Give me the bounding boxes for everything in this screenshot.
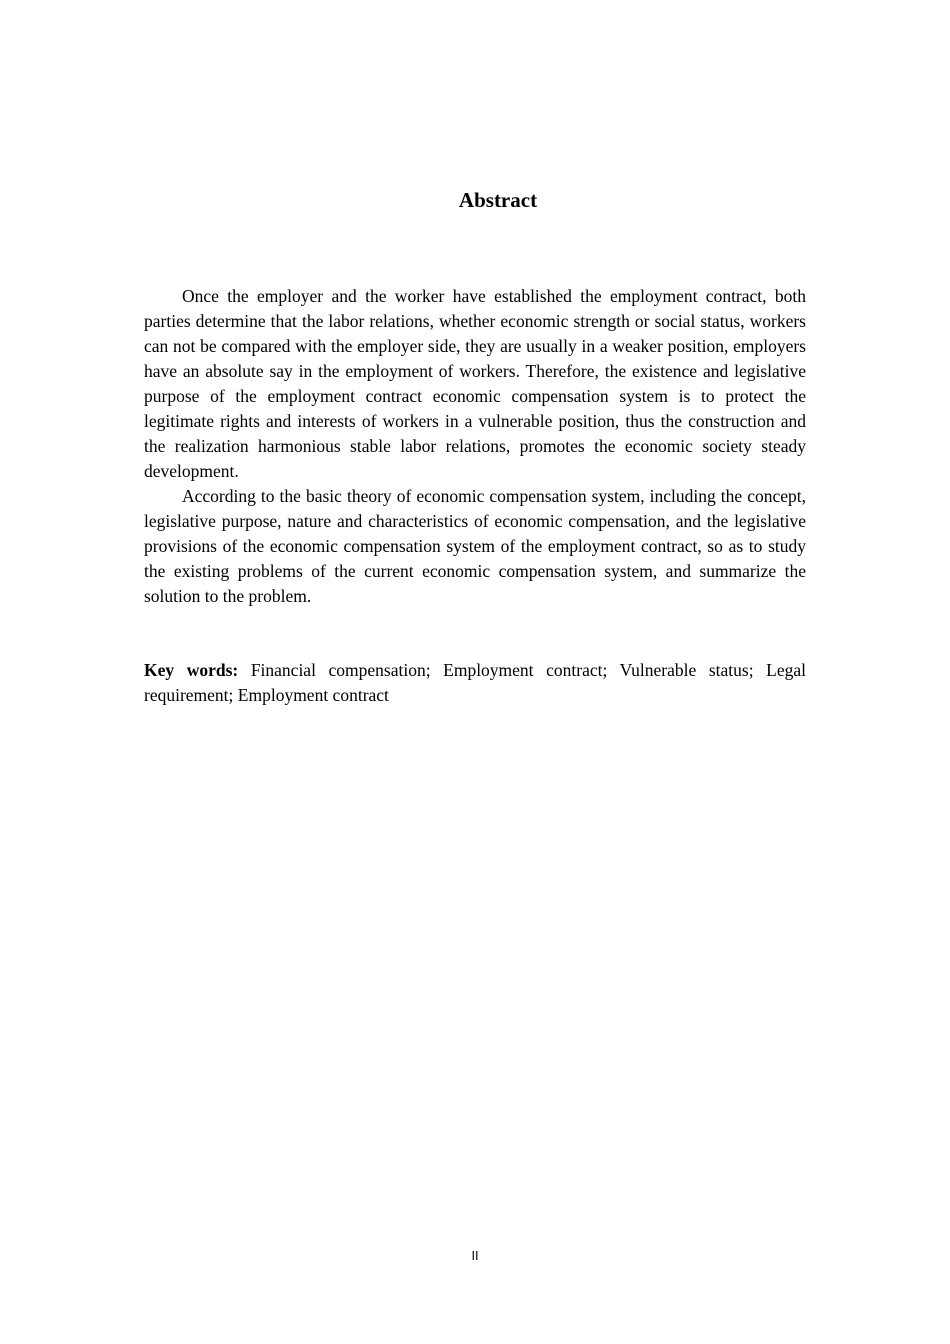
abstract-paragraph-2: According to the basic theory of economic compensation system, including the concept, legislative purpose, nature and characteristics of economic compensation, and the legislative provisions of the economic compensation system of the employment contract, so as to study the existing problems of the current economic compensation system, and summarize the solution to the problem. <box>144 486 806 606</box>
abstract-body <box>144 284 806 609</box>
keywords <box>144 658 806 708</box>
page-number: II <box>471 1249 479 1263</box>
page-title: Abstract <box>458 188 538 212</box>
abstract-paragraph-1: Once the employer and the worker have established the employment contract, both parties determine that the labor relations, whether economic strength or social status, workers can not be compared with the employer side, they are usually in a weaker position, employers have an absolute say in the employment of workers. Therefore, the existence and legislative purpose of the employment contract economic compensation system is to protect the legitimate rights and interests of workers in a vulnerable position, thus the construction and the realization harmonious stable labor relations, promotes the economic society steady development. <box>144 286 806 481</box>
keywords-text: Financial compensation; Employment contract; Vulnerable status; Legal requirement; Employment contract <box>144 660 806 705</box>
keywords-label: Key words: <box>144 660 239 680</box>
